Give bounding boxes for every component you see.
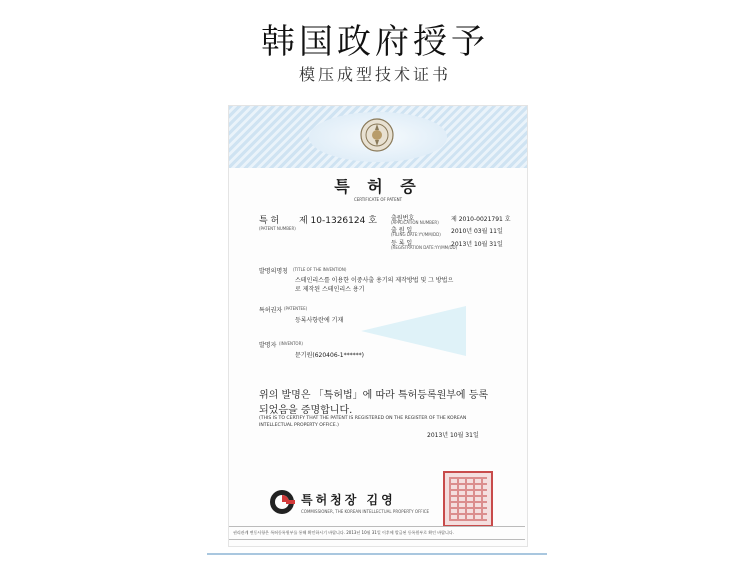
office-name: 특허청장 김영 <box>301 493 396 507</box>
invention-title-line2: 로 제작된 스테인리스 용기 <box>295 286 365 293</box>
statement-ko-line1: 위의 발명은 「특허법」에 따라 특허등록원부에 등록 <box>259 390 489 401</box>
kipo-logo-icon <box>269 489 295 515</box>
government-emblem-icon <box>360 118 394 152</box>
patent-label: 특 허 <box>259 216 280 226</box>
application-no-en: (APPLICATION NUMBER) <box>391 220 439 225</box>
certificate-title: 특 허 증 <box>334 177 422 196</box>
patentee-value: 등록사항란에 기재 <box>295 317 344 324</box>
page-subtitle: 模压成型技术证书 <box>298 65 451 84</box>
filing-en: (FILING DATE:YY/MM/DD) <box>391 232 441 237</box>
inventor-en: (INVENTOR) <box>279 341 303 346</box>
statement-ko-line2: 되었음을 증명합니다. <box>259 405 353 416</box>
invention-label: 발명의명칭 <box>259 268 288 275</box>
registration-label: 등 록 일 <box>391 240 413 247</box>
office-name-en: COMMISSIONER, THE KOREAN INTELLECTUAL PROPERTY OFFICE <box>301 509 430 514</box>
registration-date: 2013년 10월 31일 <box>451 241 503 248</box>
footnote-box <box>229 526 525 540</box>
certificate-title-en: CERTIFICATE OF PATENT <box>353 197 403 202</box>
official-seal <box>443 471 493 527</box>
patent-number-en: (PATENT NUMBER) <box>259 226 296 231</box>
patent-number: 제 10-1326124 호 <box>299 216 377 226</box>
registration-en: (REGISTRATION DATE:YY/MM/DD) <box>391 245 458 250</box>
watermark-shape <box>361 306 466 356</box>
invention-title-line1: 스테인리스를 이용한 이중사출 용기의 제작방법 및 그 방법으 <box>295 277 454 284</box>
inventor-label: 발명자 <box>259 342 277 349</box>
footnote-text: 권리관계 변동사항은 특허등록원부를 통해 확인하시기 바랍니다. 2013년 10월 31일 이후에 발급된 등록원부로 확인 바랍니다. <box>233 530 455 535</box>
divider <box>207 553 547 555</box>
patent-certificate <box>228 105 528 547</box>
inventor-value: 문기원(620406-1******) <box>295 352 364 359</box>
patentee-label: 특허권자 <box>259 307 283 314</box>
filing-label: 출 원 일 <box>391 227 413 234</box>
statement-en-line1: (THIS IS TO CERTIFY THAT THE PATENT IS REGISTERED ON THE REGISTER OF THE KOREAN <box>259 416 467 421</box>
security-band <box>229 106 527 168</box>
issue-date: 2013년 10월 31일 <box>427 432 479 439</box>
application-no-label: 출원번호 <box>391 215 415 222</box>
filing-date: 2010년 03월 11일 <box>451 228 503 235</box>
page-title: 韩国政府授予 <box>261 22 489 62</box>
patentee-en: (PATENTEE) <box>284 306 308 311</box>
invention-en: (TITLE OF THE INVENTION) <box>293 267 347 272</box>
application-no: 제 2010-0021791 호 <box>451 216 511 223</box>
seal-pattern <box>449 477 487 521</box>
statement-en-line2: INTELLECTUAL PROPERTY OFFICE.) <box>259 423 339 428</box>
